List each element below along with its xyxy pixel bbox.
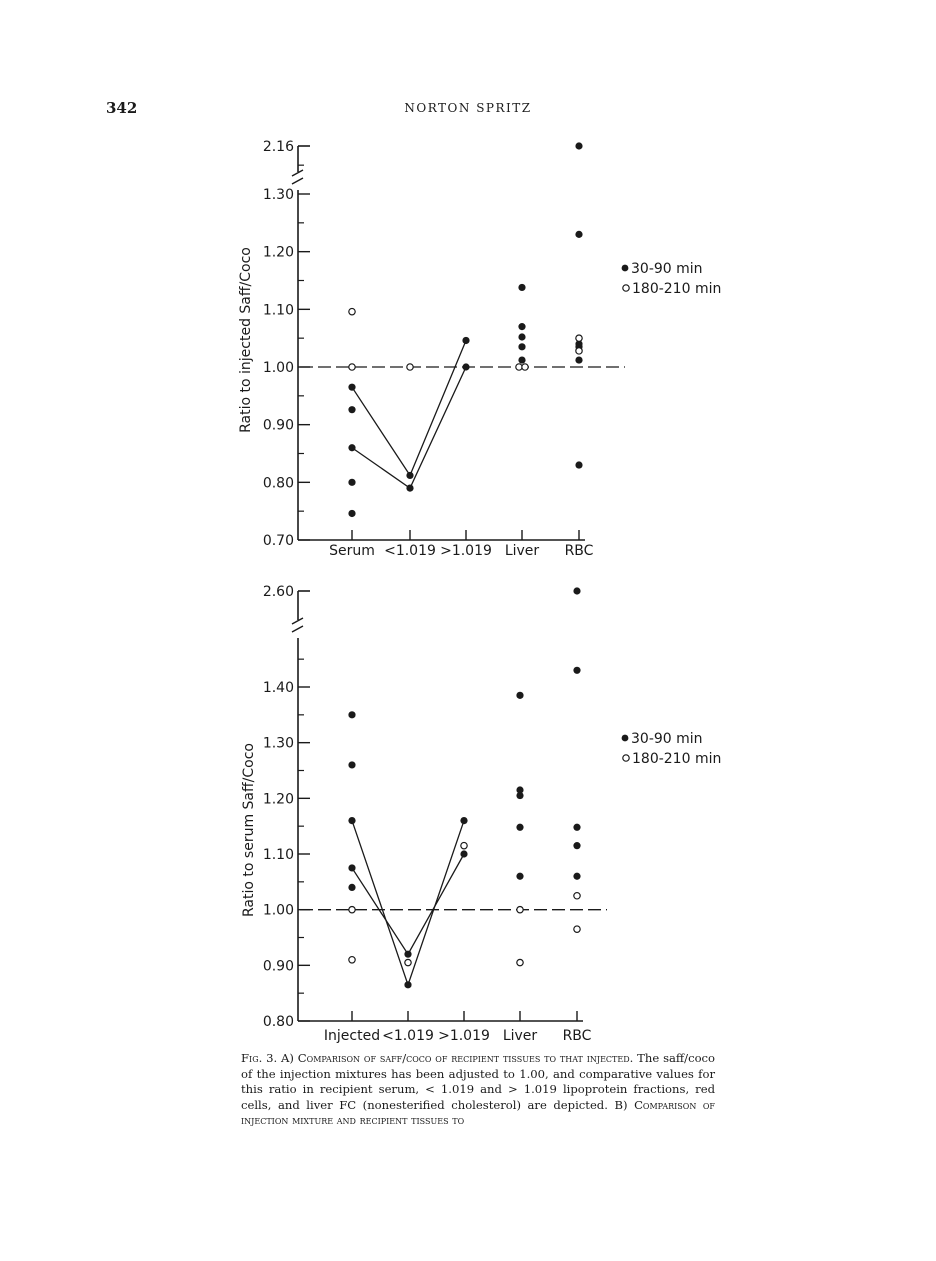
data-point-30-90 <box>348 761 355 768</box>
x-tick-label: RBC <box>564 543 594 559</box>
data-point-30-90 <box>516 873 523 880</box>
x-tick-label: RBC <box>562 1028 592 1044</box>
y-tick-label: 1.00 <box>262 902 294 919</box>
data-point-30-90 <box>406 472 413 479</box>
legend-label-open: 180-210 min <box>632 751 722 767</box>
axis-break-mark <box>292 170 303 184</box>
data-point-30-90 <box>575 231 582 238</box>
running-title: NORTON SPRITZ <box>404 101 532 115</box>
data-point-180-210 <box>574 926 580 932</box>
data-point-180-210 <box>349 308 355 314</box>
legend-label-filled: 30-90 min <box>631 731 703 747</box>
y-tick-label: 1.20 <box>262 791 294 808</box>
x-tick-label: <1.019 <box>384 543 436 559</box>
legend-label-open: 180-210 min <box>632 281 722 297</box>
data-point-30-90 <box>460 850 467 857</box>
data-point-180-210 <box>522 364 528 370</box>
data-point-30-90 <box>348 510 355 517</box>
x-tick-label: Serum <box>329 543 375 559</box>
figure-caption <box>241 1051 715 1129</box>
y-axis-label: Ratio to injected Saff/Coco <box>238 247 254 433</box>
data-point-30-90 <box>516 692 523 699</box>
connecting-line <box>352 340 466 475</box>
data-point-180-210 <box>576 335 582 341</box>
x-tick-label: Liver <box>502 1028 538 1044</box>
axis-break-mark <box>292 618 303 632</box>
data-point-30-90 <box>575 356 582 363</box>
data-point-30-90 <box>575 142 582 149</box>
data-point-30-90 <box>348 444 355 451</box>
x-tick-label: Liver <box>504 543 540 559</box>
y-tick-label: 1.20 <box>262 244 294 261</box>
caption-part-a-body: The saff/coco of the injection mixtures has been adjusted to 1.00, and comparative values for this ratio in recipient serum, < 1.019 and > 1.019 lipoprotein fractions, red cells, and liver FC (nonesterified cholesterol) are depicted. <box>241 1051 716 1112</box>
data-point-30-90 <box>573 873 580 880</box>
data-point-180-210 <box>349 957 355 963</box>
y-tick-label: 1.40 <box>262 680 294 696</box>
y-tick-label: 0.90 <box>262 958 294 975</box>
data-point-30-90 <box>518 323 525 330</box>
data-point-30-90 <box>516 824 523 831</box>
data-point-30-90 <box>348 864 355 871</box>
data-point-30-90 <box>518 284 525 291</box>
data-point-30-90 <box>406 485 413 492</box>
figure-label: Fig. 3. <box>241 1051 278 1065</box>
data-point-30-90 <box>348 406 355 413</box>
y-tick-label: 0.90 <box>262 417 294 434</box>
x-tick-label: >1.019 <box>440 543 492 559</box>
data-point-180-210 <box>461 842 467 848</box>
data-point-180-210 <box>349 364 355 370</box>
y-tick-label: 1.10 <box>262 847 294 863</box>
data-point-30-90 <box>518 356 525 363</box>
caption-part-a-title: Comparison of saff/coco of recipient tissues to that injected. <box>297 1051 634 1065</box>
data-point-30-90 <box>404 951 411 958</box>
data-point-30-90 <box>348 384 355 391</box>
data-point-30-90 <box>575 461 582 468</box>
data-point-180-210 <box>576 348 582 354</box>
data-point-30-90 <box>462 363 469 370</box>
data-point-180-210 <box>349 906 355 912</box>
data-point-30-90 <box>573 587 580 594</box>
y-tick-label: 1.00 <box>262 360 294 376</box>
data-point-30-90 <box>518 333 525 340</box>
y-tick-label: 0.80 <box>262 1014 294 1030</box>
data-point-180-210 <box>517 959 523 965</box>
y-tick-label: 1.10 <box>262 302 294 319</box>
data-point-30-90 <box>462 337 469 344</box>
data-point-180-210 <box>574 893 580 899</box>
y-axis-label: Ratio to serum Saff/Coco <box>241 743 257 917</box>
data-point-180-210 <box>405 959 411 965</box>
x-tick-label: Injected <box>323 1028 381 1044</box>
data-point-30-90 <box>348 817 355 824</box>
data-point-30-90 <box>573 842 580 849</box>
data-point-30-90 <box>573 667 580 674</box>
data-point-30-90 <box>516 792 523 799</box>
legend-label-filled: 30-90 min <box>631 261 703 277</box>
y-tick-label: 1.30 <box>262 735 294 752</box>
legend-marker-filled <box>622 735 629 742</box>
legend-marker-open <box>623 755 629 761</box>
data-point-30-90 <box>348 884 355 891</box>
data-point-30-90 <box>573 824 580 831</box>
x-tick-label: <1.019 <box>382 1028 434 1044</box>
legend-marker-open <box>623 285 629 291</box>
data-point-180-210 <box>407 364 413 370</box>
chart-panel-b <box>241 584 721 1044</box>
caption-part-b-title: Comparison of injection mixture and recipient tissues to <box>241 1097 715 1128</box>
data-point-30-90 <box>348 479 355 486</box>
legend-marker-filled <box>622 265 629 272</box>
data-point-30-90 <box>348 711 355 718</box>
x-tick-label: >1.019 <box>438 1028 490 1044</box>
page-number: 342 <box>106 99 138 117</box>
chart-panel-a <box>238 139 721 559</box>
data-point-180-210 <box>517 906 523 912</box>
caption-part-a-label: A) <box>281 1051 294 1065</box>
connecting-line <box>352 367 466 488</box>
y-tick-label: 1.30 <box>262 187 294 203</box>
y-tick-label-break: 2.60 <box>262 584 294 600</box>
y-tick-label: 0.70 <box>262 533 294 549</box>
data-point-30-90 <box>404 981 411 988</box>
data-point-30-90 <box>518 343 525 350</box>
y-tick-label: 0.80 <box>262 475 294 492</box>
data-point-30-90 <box>460 817 467 824</box>
y-tick-label-break: 2.16 <box>262 139 294 155</box>
caption-part-b-label: B) <box>614 1097 628 1112</box>
